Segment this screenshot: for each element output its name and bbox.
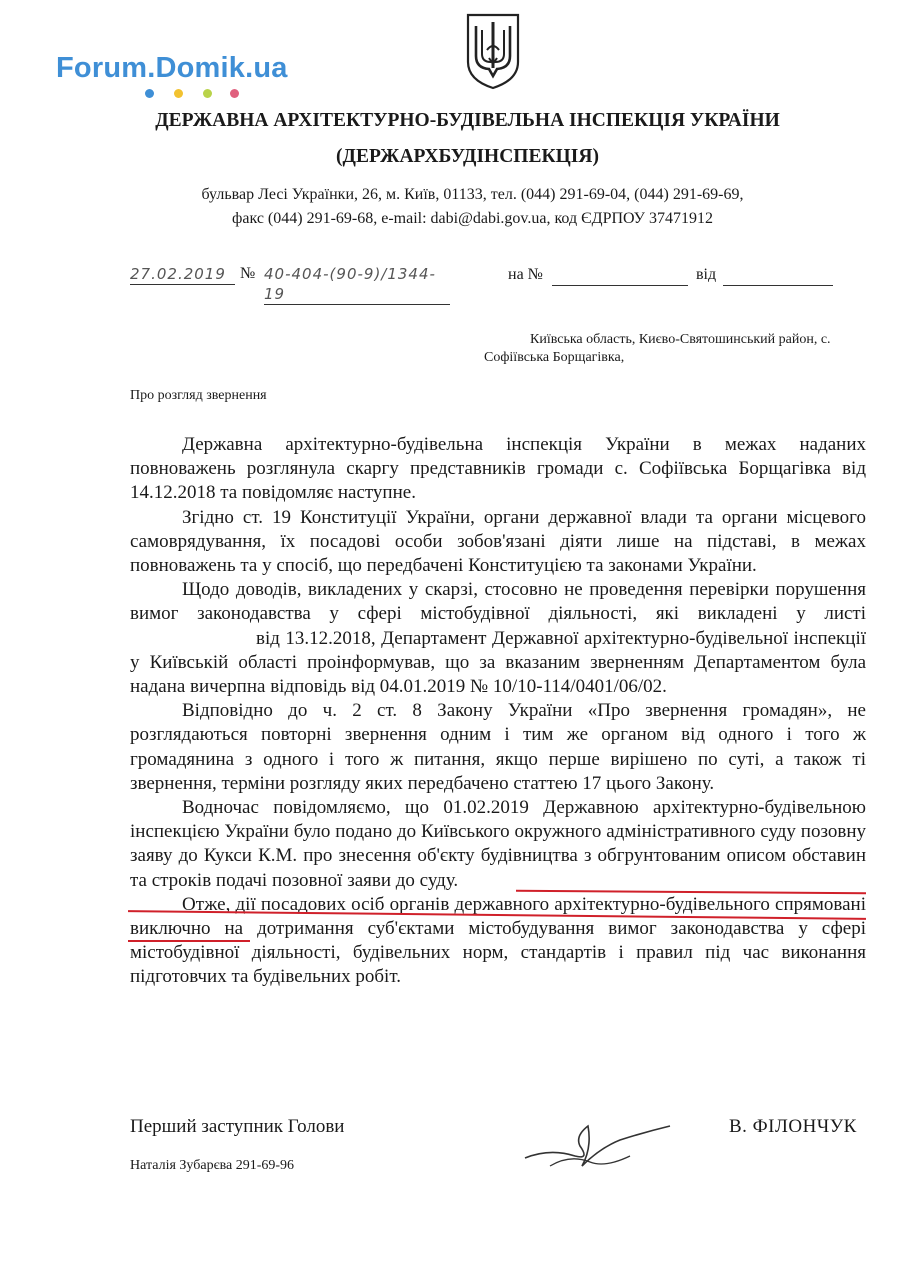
paragraph-1: Державна архітектурно-будівельна інспекція України в межах наданих повноважень розглянула скаргу представників громади с. Софіївська Борщагівка від 14.12.2018 та повідомляє наступне. [130, 434, 866, 504]
address-line-1: бульвар Лесі Українки, 26, м. Київ, 01133, тел. (044) 291-69-04, (044) 291-69-69, [201, 186, 744, 203]
recipient-line-2: Софіївська Борщагівка, [484, 350, 625, 365]
reference-date-blank [723, 285, 833, 286]
organization-short-name: (ДЕРЖАРХБУДІНСПЕКЦІЯ) [336, 146, 599, 167]
paragraph-5: Водночас повідомляємо, що 01.02.2019 Державною архітектурно-будівельною інспекцією України було подано до Київського окружного адміністративного суду позовну заяву до Кукси К.М. про знесення об'єкту будівництва з обгрунтованим описом обставин та строків подачі позовної заяви до суду. [130, 797, 866, 891]
paragraph-3 [130, 578, 866, 699]
executor-contact: Наталія Зубарєва 291-69-96 [130, 1158, 295, 1173]
reference-number-blank [552, 285, 688, 286]
organization-name: ДЕРЖАВНА АРХІТЕКТУРНО-БУДІВЕЛЬНА ІНСПЕКЦІЯ УКРАЇНИ [155, 110, 780, 131]
registration-number: 40-404-(90-9)/1344-19 [264, 264, 450, 305]
reference-number-label: на № [508, 266, 543, 283]
registration-number-label: № [240, 265, 256, 282]
paragraph-6: Отже, дії посадових осіб органів державного архітектурно-будівельного спрямовані виключно на дотримання суб'єктами містобудування вимог законодавства у сфері містобудівної діяльності, будівельних норм, стандартів і правил під час виконання підготовчих та будівельних робіт. [130, 893, 866, 988]
letter-body [130, 433, 866, 990]
paragraph-2: Згідно ст. 19 Конституції України, органи державної влади та органи місцевого самоврядування, їх посадові особи зобов'язані діяти лише на підставі, в межах повноважень та у спосіб, що передбачені Конституцією та законами України. [130, 506, 866, 577]
forum-watermark: Forum.Domik.ua [56, 52, 288, 84]
trident-emblem-icon [465, 12, 521, 90]
address-line-2: факс (044) 291-69-68, e-mail: dabi@dabi.gov.ua, код ЄДРПОУ 37471912 [231, 210, 713, 227]
signer-name: В. ФІЛОНЧУК [729, 1116, 857, 1137]
registration-date: 27.02.2019 [130, 264, 235, 285]
watermark-dots [145, 89, 245, 99]
highlight-underline-3 [128, 940, 250, 942]
signer-position: Перший заступник Голови [130, 1116, 345, 1137]
yellow-dot-icon [174, 89, 183, 98]
reference-date-label: від [696, 266, 717, 283]
green-dot-icon [203, 89, 212, 98]
paragraph-3-start: Щодо доводів, викладених у скарзі, стосовно не проведення перевірки порушення вимог законодавства у сфері містобудівної діяльності, які викладені у листі [130, 579, 866, 625]
blue-dot-icon [145, 89, 154, 98]
paragraph-4: Відповідно до ч. 2 ст. 8 Закону України «Про звернення громадян», не розглядаються повторні звернення одним і тим же органом від одного і того ж громадянина з одного і того ж питання, якщо перше вирішено по суті, а також ті звернення, терміни розгляду яких передбачено статтею 17 цього Закону. [130, 700, 866, 794]
recipient-line-1: Київська область, Києво-Святошинський район, с. [530, 332, 831, 347]
pink-dot-icon [230, 89, 239, 98]
handwritten-signature [520, 1118, 675, 1178]
paragraph-3-end: від 13.12.2018, Департамент Державної архітектурно-будівельної інспекції у Київській області проінформував, що за вказаним зверненням Департаментом була надана вичерпна відповідь від 04.01.2019 № 10/10-114/0401/06/02. [130, 627, 866, 698]
letter-subject: Про розгляд звернення [130, 388, 267, 403]
